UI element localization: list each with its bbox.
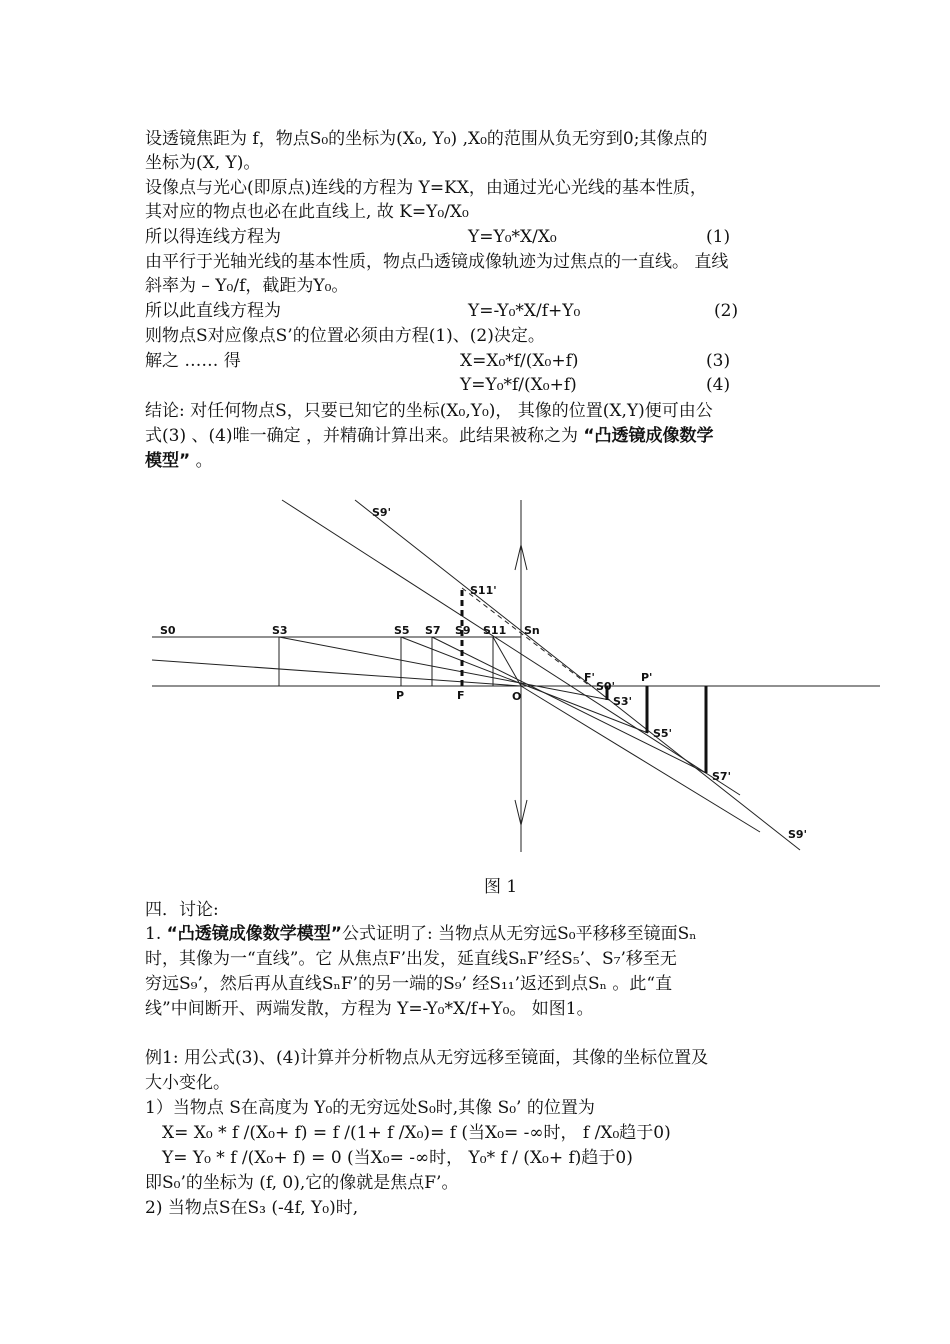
equation-3-number: (3) <box>706 351 731 371</box>
label-s11p: S11' <box>470 584 497 597</box>
label-s0p: S0' <box>596 680 615 693</box>
discussion-line-2: 时，其像为一“直线”。它 从焦点F’出发，延直线SₙF’经S₅’、S₇’移至无 <box>145 949 677 969</box>
label-s3: S3 <box>272 624 288 637</box>
equation-2-number: (2) <box>714 301 739 321</box>
label-p: P <box>396 689 405 702</box>
example-line-1: 例1: 用公式(3)、(4)计算并分析物点从无穷远移至镜面，其像的坐标位置及 <box>145 1048 709 1068</box>
ray-s7 <box>432 637 706 773</box>
ray-image-line <box>355 500 800 850</box>
intro-line-5-text: 所以得连线方程为 <box>145 227 281 247</box>
label-fp: F' <box>584 671 595 684</box>
label-s5: S5 <box>394 624 410 637</box>
equation-1: Y=Y₀*X/X₀ <box>468 227 557 247</box>
label-s9p-top: S9' <box>372 506 391 519</box>
label-s11: S11 <box>483 624 507 637</box>
example-line-6: 即S₀’的坐标为 (f, 0),它的像就是焦点F’。 <box>145 1173 459 1193</box>
label-s5p: S5' <box>653 727 672 740</box>
label-s0: S0 <box>160 624 176 637</box>
label-s7p: S7' <box>712 770 731 783</box>
example-line-3: 1）当物点 S在高度为 Y₀的无穷远处S₀时,其像 S₀’ 的位置为 <box>145 1098 595 1118</box>
discussion-line-4: 线”中间断开、两端发散，方程为 Y=-Y₀*X/f+Y₀。 如图1。 <box>145 999 594 1019</box>
conclusion-period: 。 <box>190 451 213 471</box>
intro-line-8-text: 所以此直线方程为 <box>145 301 281 321</box>
model-name-bold-end: 模型” <box>145 451 191 471</box>
intro-line-6: 由平行于光轴光线的基本性质，物点凸透镜成像轨迹为过焦点的一直线。 直线 <box>145 252 729 272</box>
label-f: F <box>457 689 465 702</box>
ray-s9-upper <box>282 500 740 795</box>
ray-s3 <box>279 637 610 700</box>
model-name-bold: “凸透镜成像数学 <box>583 426 714 446</box>
label-pp: P' <box>641 671 653 684</box>
equation-3: X=X₀*f/(X₀+f) <box>460 351 579 371</box>
ray-o-extended <box>521 686 760 832</box>
intro-line-7: 斜率为 – Y₀/f，截距为Y₀。 <box>145 276 349 296</box>
label-s3p: S3' <box>613 695 632 708</box>
equation-4-number: (4) <box>706 375 731 395</box>
conclusion-text: 式(3) 、(4)唯一确定 ，并精确计算出来。此结果被称之为 <box>145 426 584 446</box>
example-formula-y: Y= Y₀ * f /(X₀+ f) = 0 (当X₀= -∞时， Y₀* f / (X₀+ f)趋于0) <box>162 1148 633 1168</box>
discussion-line-3: 穷远S₉’，然后再从直线SₙF’的另一端的S₉’ 经S₁₁’返还到点Sₙ 。此“直 <box>145 974 673 994</box>
example-formula-x: X= X₀ * f /(X₀+ f) = f /(1+ f /X₀)= f (当X₀= -∞时， f /X₀趋于0) <box>162 1123 671 1143</box>
intro-line-10-text: 解之 …… 得 <box>145 351 241 371</box>
item-number: 1. <box>145 924 167 944</box>
equation-1-number: (1) <box>706 227 731 247</box>
intro-line-3: 设像点与光心(即原点)连线的方程为 Y=KX，由通过光心光线的基本性质， <box>145 178 707 198</box>
discussion-heading: 四．讨论: <box>145 900 219 920</box>
figure-caption: 图 1 <box>484 877 518 897</box>
intro-line-4: 其对应的物点也必在此直线上, 故 K=Y₀/X₀ <box>145 202 469 222</box>
equation-2: Y=-Y₀*X/f+Y₀ <box>468 301 581 321</box>
example-line-2: 大小变化。 <box>145 1073 230 1093</box>
label-s7: S7 <box>425 624 441 637</box>
discussion-line-1 <box>145 923 697 945</box>
discussion-line-1-text: 公式证明了: 当物点从无穷远S₀平移移至镜面Sₙ <box>341 924 697 944</box>
label-o: O <box>512 690 522 703</box>
equation-4: Y=Y₀*f/(X₀+f) <box>460 375 577 395</box>
model-name-bold-2: “凸透镜成像数学模型” <box>166 924 342 944</box>
conclusion-line-1: 结论: 对任何物点S，只要已知它的坐标(X₀,Y₀)， 其像的位置(X,Y)便可由公 <box>145 401 713 421</box>
example-line-7: 2) 当物点S在S₃ (-4f, Y₀)时, <box>145 1198 359 1218</box>
intro-line-9: 则物点S对应像点S’的位置必须由方程(1)、(2)决定。 <box>145 326 545 346</box>
label-s9: S9 <box>455 624 471 637</box>
intro-line-2: 坐标为(X, Y)。 <box>145 153 261 173</box>
intro-line-1: 设透镜焦距为 f，物点S₀的坐标为(X₀, Y₀) ,X₀的范围从负无穷到0;其像点的 <box>145 129 708 149</box>
label-sn: Sn <box>524 624 540 637</box>
label-s9p-bottom: S9' <box>788 828 807 841</box>
